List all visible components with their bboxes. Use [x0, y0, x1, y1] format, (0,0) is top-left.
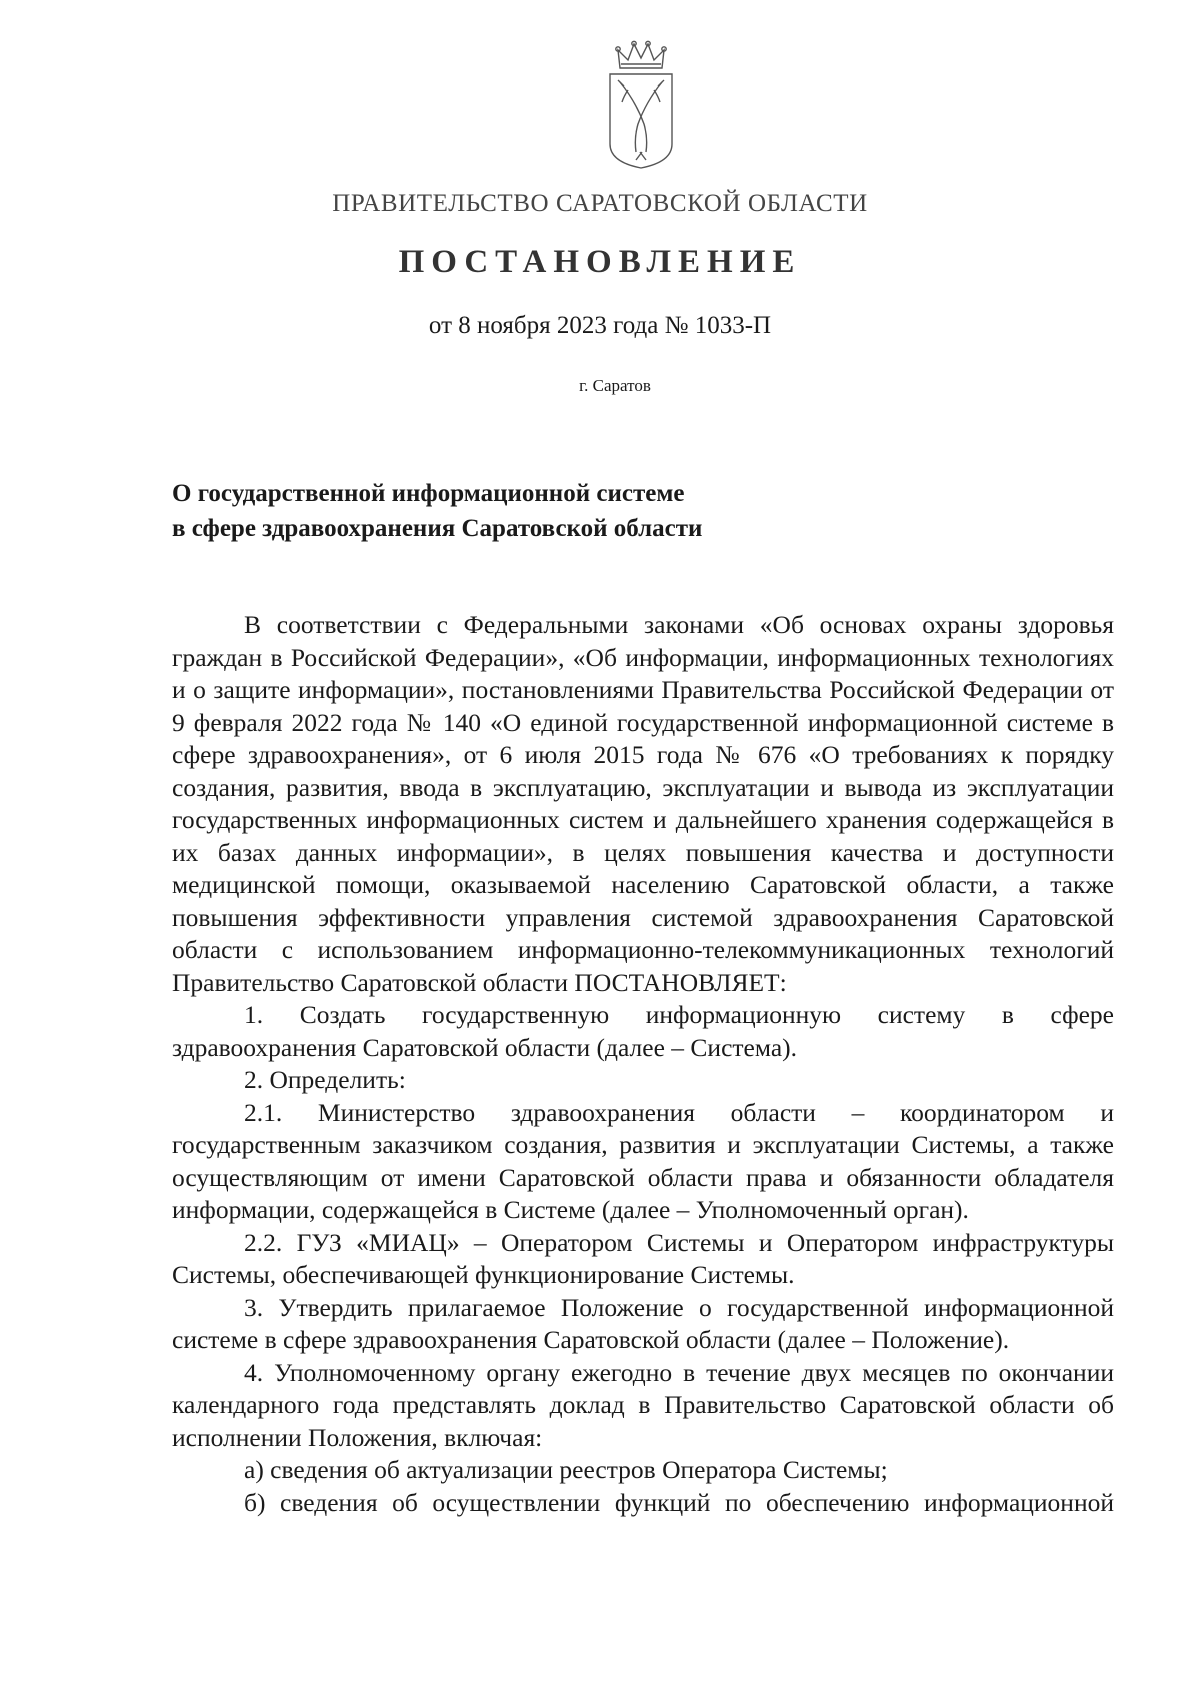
paragraph-item-2-1: 2.1. Министерство здравоохранения области – координатором и государственным заказчиком создания, развития и эксплуатации Системы, а также осуществляющим от имени Саратовской области права и обязанности обладателя информации, содержащейся в Системе (далее – Уполномоченный орган).: [172, 1097, 1114, 1224]
paragraph-item-1: 1. Создать государственную информационную систему в сфере здравоохранения Саратовской области (далее – Система).: [172, 1000, 1114, 1062]
paragraph-item-3: 3. Утвердить прилагаемое Положение о государственной информационной системе в сфере здравоохранения Саратовской области (далее – Положение).: [172, 1292, 1114, 1354]
title-line: О государственной информационной системе: [172, 480, 685, 507]
government-name: ПРАВИТЕЛЬСТВО САРАТОВСКОЙ ОБЛАСТИ: [332, 190, 868, 217]
saratov-coat-of-arms-icon: [606, 40, 676, 172]
document-body: [172, 609, 1114, 1519]
paragraph-preamble: В соответствии с Федеральными законами «Об основах охраны здоровья граждан в Российской Федерации», «Об информации, информационных технологиях и о защите информации», постановлениями Правительства Российской Федерации от 9 февраля 2022 года № 140 «О единой государственной информационной системе в сфере здравоохранения», от 6 июля 2015 года № 676 «О требованиях к порядку создания, развития, ввода в эксплуатацию, эксплуатации и вывода из эксплуатации государственных информационных систем и дальнейшего хранения содержащейся в их базах данных информации», в целях повышения качества и доступности медицинской помощи, оказываемой населению Саратовской области, а также повышения эффективности управления системой здравоохранения Саратовской области с использованием информационно-телекоммуникационных технологий Правительство Саратовской области ПОСТАНОВЛЯЕТ:: [172, 610, 1114, 997]
paragraph-item-2: 2. Определить:: [244, 1065, 406, 1094]
paragraph-item-4-a: а) сведения об актуализации реестров Оператора Системы;: [244, 1455, 888, 1484]
document-title: [172, 476, 702, 546]
document-city: г. Саратов: [579, 376, 651, 395]
paragraph-item-4-b: б) сведения об осуществлении функций по обеспечению информационной: [244, 1487, 1114, 1517]
document-date-number: от 8 ноября 2023 года № 1033-П: [428, 312, 772, 339]
document-type: ПОСТАНОВЛЕНИЕ: [398, 244, 802, 280]
paragraph-item-2-2: 2.2. ГУЗ «МИАЦ» – Оператором Системы и Оператором инфраструктуры Системы, обеспечивающей функционирование Системы.: [172, 1227, 1114, 1289]
title-line: в сфере здравоохранения Саратовской области: [172, 515, 703, 542]
paragraph-item-4: 4. Уполномоченному органу ежегодно в течение двух месяцев по окончании календарного года представлять доклад в Правительство Саратовской области об исполнении Положения, включая:: [172, 1357, 1114, 1452]
